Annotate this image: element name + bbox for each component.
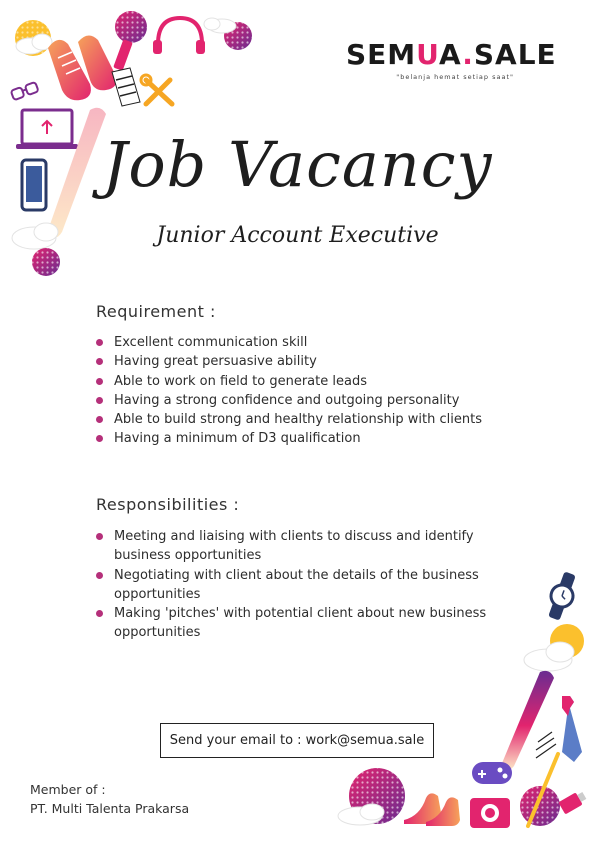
bullet-icon [96,358,103,365]
cloud-icon [524,642,574,671]
responsibilities-heading: Responsibilities : [96,495,240,514]
list-item: Negotiating with client about the details of the business opportunities [96,566,496,605]
cloud-icon [204,18,252,50]
bullet-icon [96,435,103,442]
dotted-circle-icon [520,786,560,826]
member-company: PT. Multi Talenta Prakarsa [30,801,190,816]
usb-icon [558,789,588,814]
stripes-decoration [536,732,556,758]
pen-icon [528,754,558,826]
list-item: Having a minimum of D3 qualification [96,429,516,448]
list-item: Having great persuasive ability [96,352,516,371]
bullet-icon [96,339,103,346]
sneaker-icon [48,35,117,100]
bullet-icon [96,610,103,617]
high-heel-icon [404,793,460,826]
requirement-heading: Requirement : [96,302,216,321]
bullet-icon [96,378,103,385]
pencil-icon [500,671,554,771]
dotted-circle-icon [32,248,60,276]
bullet-icon [96,572,103,579]
brand-name: SEMUA.SALE [346,38,557,71]
sun-icon [550,624,584,658]
list-item: Excellent communication skill [96,333,516,352]
tools-icon [141,75,172,104]
camera-icon [470,798,510,828]
tie-icon [562,696,582,762]
lipstick-icon [112,39,140,106]
dotted-circle-icon [338,768,405,825]
page-title: Job Vacancy [102,128,493,201]
responsibilities-list [96,527,496,643]
bullet-icon [96,533,103,540]
watch-icon [543,570,580,623]
contact-email-box[interactable]: Send your email to : work@semua.sale [160,723,434,758]
requirement-list [96,333,516,449]
bullet-icon [96,416,103,423]
glasses-icon [11,82,39,100]
job-title: Junior Account Executive [156,223,439,248]
brand-logo [346,38,556,81]
list-item: Having a strong confidence and outgoing personality [96,391,516,410]
dotted-circle-icon [115,11,147,43]
list-item: Making 'pitches' with potential client about new business opportunities [96,604,496,643]
member-label: Member of : [30,782,106,797]
list-item: Meeting and liaising with clients to discuss and identify business opportunities [96,527,496,566]
gamepad-icon [472,762,512,784]
list-item: Able to build strong and healthy relationship with clients [96,410,516,429]
list-item: Able to work on field to generate leads [96,372,516,391]
member-info [30,780,189,818]
headphones-icon [153,18,205,54]
brand-tagline: "belanja hemat setiap saat" [396,73,514,81]
bullet-icon [96,397,103,404]
